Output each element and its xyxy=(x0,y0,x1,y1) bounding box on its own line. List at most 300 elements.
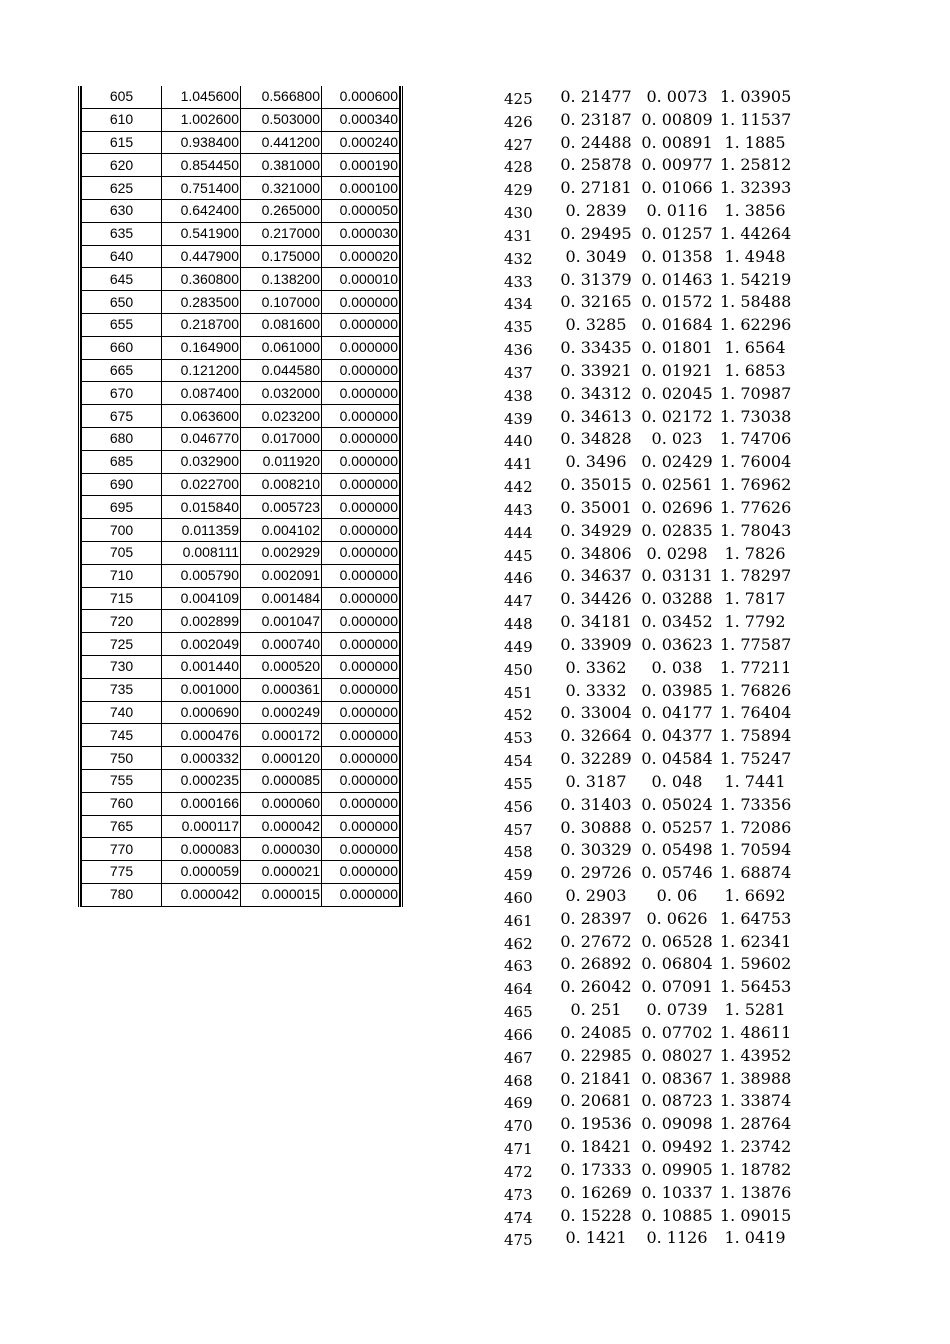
wavelength-label: 440 xyxy=(504,432,533,451)
value-label: 0. 34929 xyxy=(560,520,632,540)
wavelength-label: 466 xyxy=(504,1025,533,1044)
wavelength-label: 430 xyxy=(504,204,533,223)
value-label: 1. 18782 xyxy=(720,1159,792,1179)
value-cell: 0.011920 xyxy=(241,450,322,473)
value-cell: 1.045600 xyxy=(162,86,241,108)
value-label: 0. 0073 xyxy=(646,87,708,106)
value-label: 1. 32393 xyxy=(720,178,792,198)
value-cell: 0.107000 xyxy=(241,291,322,314)
wavelength-label: 439 xyxy=(504,409,533,428)
wavelength-cell: 645 xyxy=(82,268,162,291)
wavelength-label: 472 xyxy=(504,1162,533,1181)
value-cell: 0.005723 xyxy=(241,496,322,519)
value-cell: 0.001047 xyxy=(241,610,322,633)
wavelength-cell: 720 xyxy=(82,610,162,633)
wavelength-cell: 630 xyxy=(82,199,162,222)
wavelength-cell: 740 xyxy=(82,701,162,724)
value-label: 0. 29726 xyxy=(560,863,632,883)
value-cell: 0.011359 xyxy=(162,519,241,542)
value-cell: 0.000000 xyxy=(322,382,400,405)
table-row xyxy=(82,177,400,200)
table-row xyxy=(82,496,400,519)
value-cell: 0.002929 xyxy=(241,541,322,564)
wavelength-cell: 665 xyxy=(82,359,162,382)
value-label: 0. 01463 xyxy=(641,269,713,289)
wavelength-label: 435 xyxy=(504,318,533,337)
value-label: 0. 023 xyxy=(651,429,703,449)
value-label: 0. 23187 xyxy=(560,109,632,129)
wavelength-cell: 755 xyxy=(82,769,162,792)
value-label: 0. 34637 xyxy=(560,566,632,586)
value-cell: 0.022700 xyxy=(162,473,241,496)
wavelength-label: 457 xyxy=(504,820,533,839)
value-label: 0. 22985 xyxy=(560,1045,632,1065)
value-cell: 0.000690 xyxy=(162,701,241,724)
value-label: 0. 17333 xyxy=(560,1159,632,1179)
value-cell: 0.000000 xyxy=(322,678,400,701)
value-label: 1. 44264 xyxy=(720,223,792,243)
value-label: 0. 27181 xyxy=(560,178,632,198)
table-row xyxy=(82,405,400,428)
wavelength-label: 443 xyxy=(504,500,533,519)
wavelength-label: 441 xyxy=(504,455,533,474)
value-cell: 0.032900 xyxy=(162,450,241,473)
value-label: 0. 02429 xyxy=(641,452,713,472)
value-cell: 0.000015 xyxy=(241,883,322,906)
wavelength-label: 473 xyxy=(504,1185,533,1204)
table-row xyxy=(82,108,400,131)
value-cell: 0.360800 xyxy=(162,268,241,291)
table-row xyxy=(82,769,400,792)
value-cell: 0.000000 xyxy=(322,359,400,382)
value-cell: 0.000000 xyxy=(322,655,400,678)
value-label: 0. 02561 xyxy=(641,475,713,495)
value-label: 1. 62341 xyxy=(720,931,792,951)
value-cell: 0.000000 xyxy=(322,291,400,314)
value-cell: 0.000085 xyxy=(241,769,322,792)
wavelength-cell: 660 xyxy=(82,336,162,359)
value-label: 0. 01572 xyxy=(641,292,713,312)
value-label: 1. 77626 xyxy=(720,497,792,517)
value-label: 0. 10885 xyxy=(641,1205,713,1225)
value-label: 0. 26892 xyxy=(560,954,632,974)
value-label: 0. 1126 xyxy=(646,1228,708,1248)
value-label: 1. 56453 xyxy=(720,977,792,997)
value-cell: 0.002049 xyxy=(162,633,241,656)
left-table-grid xyxy=(81,86,400,907)
value-label: 0. 3187 xyxy=(565,771,627,791)
value-cell: 0.081600 xyxy=(241,313,322,336)
value-cell: 0.001484 xyxy=(241,587,322,610)
value-label: 1. 62296 xyxy=(720,315,792,335)
value-cell: 1.002600 xyxy=(162,108,241,131)
value-label: 0. 3285 xyxy=(565,315,627,335)
value-cell: 0.854450 xyxy=(162,154,241,177)
table-row xyxy=(82,587,400,610)
table-row xyxy=(82,655,400,678)
value-label: 0. 21477 xyxy=(560,87,632,106)
value-cell: 0.000000 xyxy=(322,769,400,792)
value-label: 0. 05498 xyxy=(641,840,713,860)
value-cell: 0.000021 xyxy=(241,861,322,884)
table-row xyxy=(82,86,400,108)
value-cell: 0.002899 xyxy=(162,610,241,633)
wavelength-label: 453 xyxy=(504,729,533,748)
value-label: 1. 48611 xyxy=(720,1022,792,1042)
value-cell: 0.008111 xyxy=(162,541,241,564)
value-label: 0. 3049 xyxy=(565,246,627,266)
table-row xyxy=(82,154,400,177)
wavelength-label: 474 xyxy=(504,1208,533,1227)
value-label: 1. 73038 xyxy=(720,406,792,426)
wavelength-cell: 690 xyxy=(82,473,162,496)
value-label: 0. 03452 xyxy=(641,612,713,632)
wavelength-cell: 625 xyxy=(82,177,162,200)
table-row xyxy=(82,861,400,884)
value-label: 0. 34613 xyxy=(560,406,632,426)
value-label: 0. 038 xyxy=(651,657,703,677)
table-row xyxy=(82,678,400,701)
value-cell: 0.321000 xyxy=(241,177,322,200)
value-cell: 0.061000 xyxy=(241,336,322,359)
value-label: 0. 04177 xyxy=(641,703,713,723)
wavelength-cell: 620 xyxy=(82,154,162,177)
wavelength-label: 458 xyxy=(504,843,533,862)
value-cell: 0.000000 xyxy=(322,336,400,359)
value-label: 0. 35015 xyxy=(560,475,632,495)
value-label: 0. 32664 xyxy=(560,726,632,746)
wavelength-cell: 710 xyxy=(82,564,162,587)
wavelength-cell: 615 xyxy=(82,131,162,154)
value-cell: 0.541900 xyxy=(162,222,241,245)
value-label: 1. 70594 xyxy=(720,840,792,860)
value-cell: 0.000000 xyxy=(322,610,400,633)
value-cell: 0.000340 xyxy=(322,108,400,131)
wavelength-label: 469 xyxy=(504,1094,533,1113)
value-label: 1. 03905 xyxy=(720,87,792,106)
value-label: 1. 7817 xyxy=(724,589,786,609)
value-cell: 0.044580 xyxy=(241,359,322,382)
value-cell: 0.000520 xyxy=(241,655,322,678)
value-label: 0. 2839 xyxy=(565,201,627,221)
value-label: 0. 28397 xyxy=(560,908,632,928)
value-label: 1. 13876 xyxy=(720,1182,792,1202)
value-label: 0. 0626 xyxy=(646,908,708,928)
table-row xyxy=(82,222,400,245)
value-label: 0. 02696 xyxy=(641,497,713,517)
value-cell: 0.000000 xyxy=(322,838,400,861)
value-label: 0. 33921 xyxy=(560,360,632,380)
value-label: 0. 21841 xyxy=(560,1068,632,1088)
value-label: 0. 05257 xyxy=(641,817,713,837)
value-label: 0. 048 xyxy=(651,771,703,791)
value-label: 0. 27672 xyxy=(560,931,632,951)
value-cell: 0.000235 xyxy=(162,769,241,792)
value-label: 0. 32165 xyxy=(560,292,632,312)
wavelength-cell: 675 xyxy=(82,405,162,428)
value-label: 0. 3332 xyxy=(565,680,627,700)
value-cell: 0.000000 xyxy=(322,496,400,519)
value-label: 0. 24488 xyxy=(560,132,632,152)
value-label: 0. 00977 xyxy=(641,155,713,175)
value-label: 1. 7792 xyxy=(724,612,786,632)
wavelength-label: 471 xyxy=(504,1140,533,1159)
table-row xyxy=(82,199,400,222)
value-label: 0. 18421 xyxy=(560,1137,632,1157)
value-cell: 0.000000 xyxy=(322,701,400,724)
value-label: 0. 08723 xyxy=(641,1091,713,1111)
wavelength-cell: 775 xyxy=(82,861,162,884)
value-label: 0. 15228 xyxy=(560,1205,632,1225)
value-cell: 0.005790 xyxy=(162,564,241,587)
value-cell: 0.164900 xyxy=(162,336,241,359)
value-cell: 0.441200 xyxy=(241,131,322,154)
value-cell: 0.000000 xyxy=(322,427,400,450)
wavelength-label: 428 xyxy=(504,158,533,177)
value-cell: 0.000010 xyxy=(322,268,400,291)
wavelength-label: 463 xyxy=(504,957,533,976)
value-cell: 0.000240 xyxy=(322,131,400,154)
table-row xyxy=(82,245,400,268)
wavelength-cell: 770 xyxy=(82,838,162,861)
value-label: 0. 01684 xyxy=(641,315,713,335)
wavelength-cell: 725 xyxy=(82,633,162,656)
value-label: 1. 4948 xyxy=(724,246,786,266)
value-label: 0. 06804 xyxy=(641,954,713,974)
wavelength-cell: 735 xyxy=(82,678,162,701)
value-label: 0. 03288 xyxy=(641,589,713,609)
value-label: 0. 10337 xyxy=(641,1182,713,1202)
value-label: 1. 78297 xyxy=(720,566,792,586)
value-label: 0. 09098 xyxy=(641,1114,713,1134)
value-cell: 0.000100 xyxy=(322,177,400,200)
value-cell: 0.063600 xyxy=(162,405,241,428)
value-cell: 0.008210 xyxy=(241,473,322,496)
value-label: 0. 33435 xyxy=(560,338,632,358)
wavelength-label: 461 xyxy=(504,911,533,930)
value-label: 0. 0116 xyxy=(646,201,708,221)
wavelength-label: 462 xyxy=(504,934,533,953)
value-cell: 0.642400 xyxy=(162,199,241,222)
value-cell: 0.000000 xyxy=(322,747,400,770)
wavelength-cell: 655 xyxy=(82,313,162,336)
value-label: 0. 01066 xyxy=(641,178,713,198)
value-cell: 0.000000 xyxy=(322,861,400,884)
value-label: 0. 0739 xyxy=(646,1000,708,1020)
value-label: 1. 54219 xyxy=(720,269,792,289)
value-cell: 0.000117 xyxy=(162,815,241,838)
value-cell: 0.000000 xyxy=(322,587,400,610)
wavelength-label: 432 xyxy=(504,249,533,268)
value-cell: 0.000083 xyxy=(162,838,241,861)
value-label: 1. 73356 xyxy=(720,794,792,814)
table-row xyxy=(82,450,400,473)
wavelength-cell: 650 xyxy=(82,291,162,314)
wavelength-cell: 730 xyxy=(82,655,162,678)
wavelength-label: 467 xyxy=(504,1048,533,1067)
value-label: 0. 06 xyxy=(656,885,698,905)
table-row xyxy=(82,701,400,724)
value-label: 0. 00891 xyxy=(641,132,713,152)
wavelength-label: 436 xyxy=(504,341,533,360)
value-label: 0. 30888 xyxy=(560,817,632,837)
wavelength-cell: 760 xyxy=(82,792,162,815)
value-label: 1. 09015 xyxy=(720,1205,792,1225)
value-cell: 0.000050 xyxy=(322,199,400,222)
value-label: 1. 74706 xyxy=(720,429,792,449)
table-row xyxy=(82,883,400,906)
value-label: 0. 07091 xyxy=(641,977,713,997)
value-cell: 0.381000 xyxy=(241,154,322,177)
value-label: 0. 16269 xyxy=(560,1182,632,1202)
wavelength-cell: 610 xyxy=(82,108,162,131)
value-label: 0. 01801 xyxy=(641,338,713,358)
value-label: 0. 06528 xyxy=(641,931,713,951)
value-label: 0. 05746 xyxy=(641,863,713,883)
wavelength-label: 451 xyxy=(504,683,533,702)
value-cell: 0.000476 xyxy=(162,724,241,747)
wavelength-label: 427 xyxy=(504,135,533,154)
table-row xyxy=(82,336,400,359)
value-cell: 0.015840 xyxy=(162,496,241,519)
value-label: 0. 01257 xyxy=(641,223,713,243)
value-cell: 0.000000 xyxy=(322,815,400,838)
wavelength-cell: 750 xyxy=(82,747,162,770)
table-row xyxy=(82,268,400,291)
value-label: 1. 76962 xyxy=(720,475,792,495)
value-cell: 0.046770 xyxy=(162,427,241,450)
left-data-table xyxy=(78,86,403,907)
wavelength-label: 460 xyxy=(504,888,533,907)
value-cell: 0.000000 xyxy=(322,541,400,564)
value-cell: 0.000000 xyxy=(322,724,400,747)
value-cell: 0.000166 xyxy=(162,792,241,815)
value-cell: 0.000361 xyxy=(241,678,322,701)
value-label: 1. 7826 xyxy=(724,543,786,563)
wavelength-cell: 745 xyxy=(82,724,162,747)
value-cell: 0.000740 xyxy=(241,633,322,656)
value-cell: 0.004109 xyxy=(162,587,241,610)
value-cell: 0.000000 xyxy=(322,792,400,815)
value-label: 0. 08367 xyxy=(641,1068,713,1088)
value-cell: 0.000000 xyxy=(322,473,400,496)
value-label: 0. 07702 xyxy=(641,1022,713,1042)
value-label: 0. 35001 xyxy=(560,497,632,517)
value-label: 0. 251 xyxy=(570,1000,622,1020)
wavelength-label: 459 xyxy=(504,866,533,885)
value-label: 0. 2903 xyxy=(565,885,627,905)
value-label: 1. 64753 xyxy=(720,908,792,928)
value-label: 1. 23742 xyxy=(720,1137,792,1157)
value-cell: 0.000030 xyxy=(241,838,322,861)
wavelength-cell: 640 xyxy=(82,245,162,268)
wavelength-label: 465 xyxy=(504,1003,533,1022)
wavelength-label: 433 xyxy=(504,272,533,291)
wavelength-label: 445 xyxy=(504,546,533,565)
value-label: 0. 04377 xyxy=(641,726,713,746)
value-cell: 0.000120 xyxy=(241,747,322,770)
table-row xyxy=(82,792,400,815)
wavelength-label: 475 xyxy=(504,1231,533,1250)
value-cell: 0.000042 xyxy=(241,815,322,838)
table-row xyxy=(82,427,400,450)
value-label: 1. 76826 xyxy=(720,680,792,700)
value-label: 1. 70987 xyxy=(720,383,792,403)
value-cell: 0.004102 xyxy=(241,519,322,542)
value-cell: 0.001000 xyxy=(162,678,241,701)
wavelength-cell: 715 xyxy=(82,587,162,610)
table-row xyxy=(82,564,400,587)
value-label: 1. 25812 xyxy=(720,155,792,175)
value-label: 0. 01921 xyxy=(641,360,713,380)
wavelength-label: 454 xyxy=(504,752,533,771)
value-cell: 0.000249 xyxy=(241,701,322,724)
table-row xyxy=(82,291,400,314)
wavelength-cell: 780 xyxy=(82,883,162,906)
value-label: 1. 76004 xyxy=(720,452,792,472)
table-row xyxy=(82,838,400,861)
value-label: 1. 72086 xyxy=(720,817,792,837)
value-label: 0. 08027 xyxy=(641,1045,713,1065)
value-cell: 0.938400 xyxy=(162,131,241,154)
value-label: 0. 20681 xyxy=(560,1091,632,1111)
wavelength-label: 449 xyxy=(504,637,533,656)
table-row xyxy=(82,610,400,633)
value-label: 1. 75894 xyxy=(720,726,792,746)
wavelength-label: 468 xyxy=(504,1071,533,1090)
value-label: 1. 1885 xyxy=(724,132,786,152)
value-label: 0. 34312 xyxy=(560,383,632,403)
value-label: 0. 09492 xyxy=(641,1137,713,1157)
value-label: 1. 6564 xyxy=(724,338,786,358)
value-label: 0. 04584 xyxy=(641,749,713,769)
value-label: 0. 25878 xyxy=(560,155,632,175)
wavelength-label: 464 xyxy=(504,980,533,999)
value-label: 1. 3856 xyxy=(724,201,786,221)
table-row xyxy=(82,519,400,542)
value-label: 0. 3496 xyxy=(565,452,627,472)
wavelength-label: 446 xyxy=(504,569,533,588)
value-label: 1. 33874 xyxy=(720,1091,792,1111)
value-label: 1. 76404 xyxy=(720,703,792,723)
value-cell: 0.000000 xyxy=(322,564,400,587)
wavelength-label: 447 xyxy=(504,592,533,611)
value-label: 0. 30329 xyxy=(560,840,632,860)
wavelength-label: 434 xyxy=(504,295,533,314)
value-cell: 0.218700 xyxy=(162,313,241,336)
value-cell: 0.283500 xyxy=(162,291,241,314)
table-row xyxy=(82,541,400,564)
value-label: 0. 02835 xyxy=(641,520,713,540)
value-cell: 0.002091 xyxy=(241,564,322,587)
wavelength-label: 442 xyxy=(504,478,533,497)
value-cell: 0.017000 xyxy=(241,427,322,450)
wavelength-cell: 765 xyxy=(82,815,162,838)
left-table-body xyxy=(82,86,400,906)
value-label: 0. 31379 xyxy=(560,269,632,289)
value-label: 0. 34181 xyxy=(560,612,632,632)
wavelength-label: 455 xyxy=(504,774,533,793)
value-cell: 0.447900 xyxy=(162,245,241,268)
value-label: 0. 32289 xyxy=(560,749,632,769)
value-label: 0. 02172 xyxy=(641,406,713,426)
table-row xyxy=(82,382,400,405)
value-label: 1. 43952 xyxy=(720,1045,792,1065)
value-cell: 0.000059 xyxy=(162,861,241,884)
value-cell: 0.000042 xyxy=(162,883,241,906)
value-label: 0. 01358 xyxy=(641,246,713,266)
value-label: 1. 38988 xyxy=(720,1068,792,1088)
